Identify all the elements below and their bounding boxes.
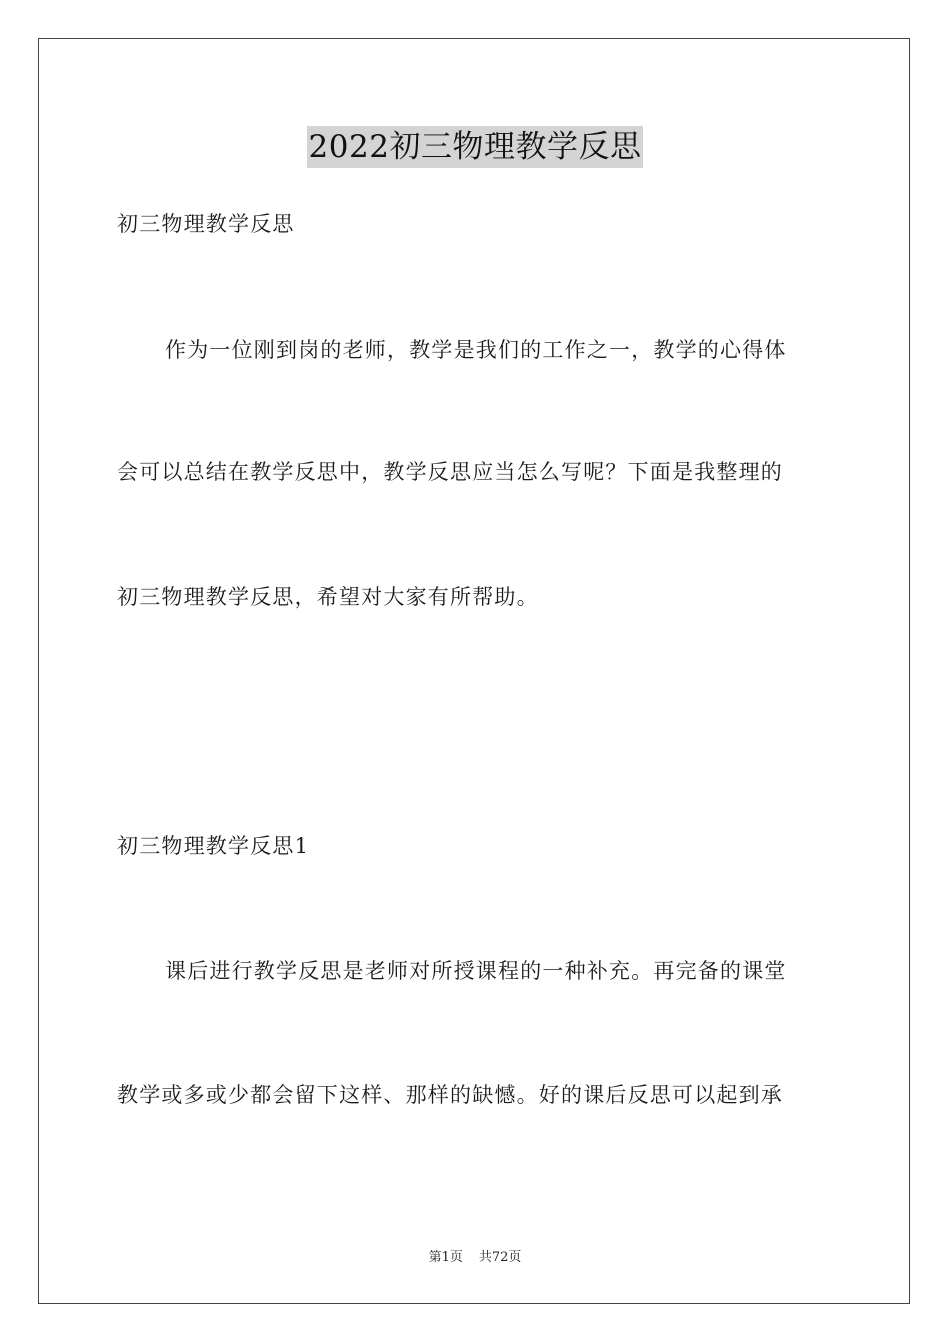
document-title: 2022初三物理教学反思 (307, 126, 644, 168)
paragraph-line: 初三物理教学反思，希望对大家有所帮助。 (117, 585, 539, 609)
title-container (0, 126, 950, 168)
paragraph-line: 作为一位刚到岗的老师，教学是我们的工作之一，教学的心得体 (165, 338, 787, 362)
page-number: 第1页 (428, 1250, 463, 1265)
paragraph-line: 会可以总结在教学反思中，教学反思应当怎么写呢？下面是我整理的 (117, 460, 783, 484)
page-total: 共72页 (478, 1250, 522, 1265)
paragraph-line: 课后进行教学反思是老师对所授课程的一种补充。再完备的课堂 (165, 959, 787, 983)
section-heading: 初三物理教学反思1 (117, 834, 310, 858)
subtitle-line: 初三物理教学反思 (117, 212, 295, 236)
paragraph-line: 教学或多或少都会留下这样、那样的缺憾。好的课后反思可以起到承 (117, 1083, 783, 1107)
page-footer (0, 1246, 950, 1265)
